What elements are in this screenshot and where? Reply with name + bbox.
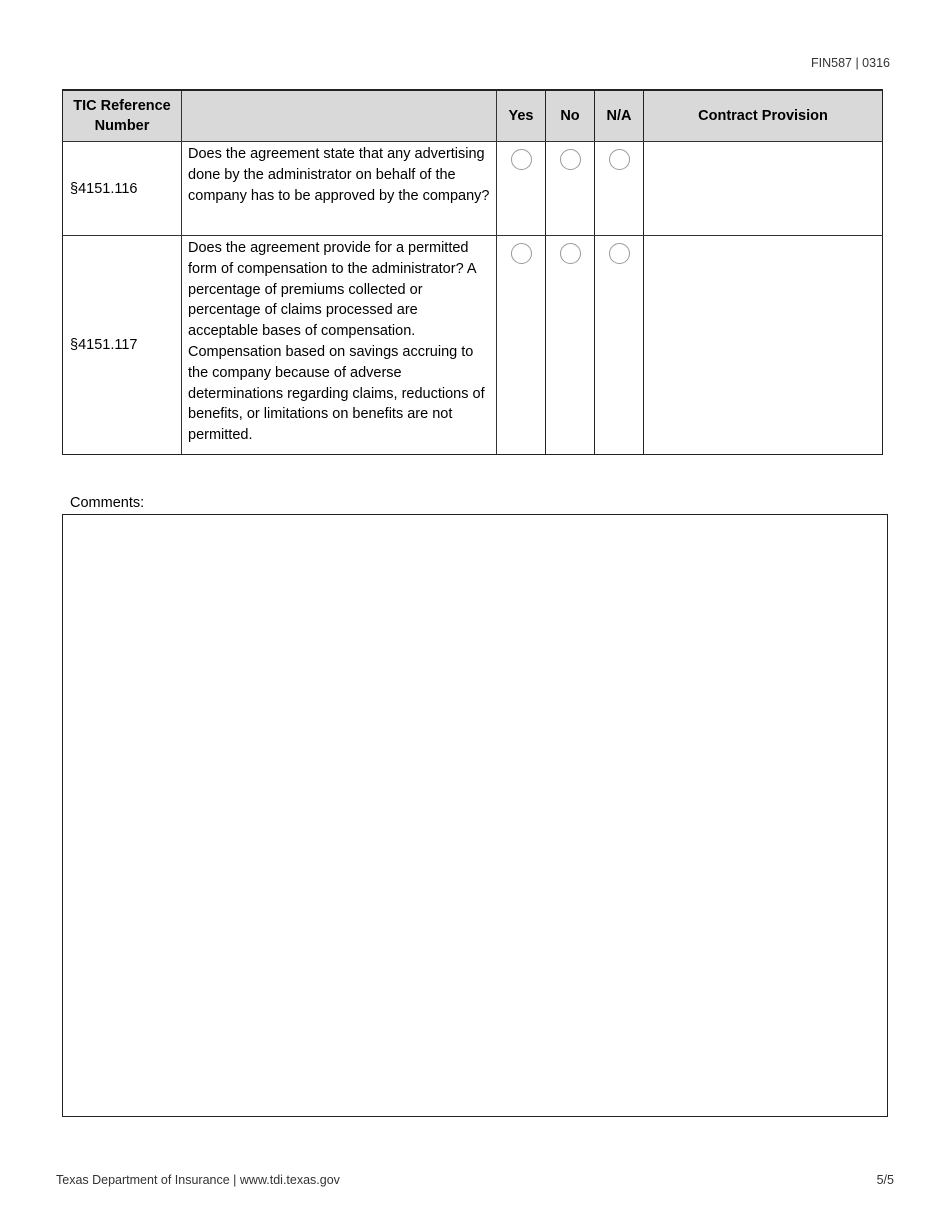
comments-label: Comments: bbox=[70, 495, 145, 511]
column-header-provision: Contract Provision bbox=[644, 90, 883, 142]
na-radio[interactable] bbox=[609, 149, 630, 170]
yes-cell bbox=[497, 236, 546, 455]
contract-provision-field[interactable] bbox=[644, 236, 883, 455]
reference-cell: §4151.116 bbox=[63, 142, 182, 236]
page-number: 5/5 bbox=[876, 1173, 894, 1187]
form-code: FIN587 | 0316 bbox=[811, 56, 890, 70]
na-cell bbox=[595, 236, 644, 455]
na-cell bbox=[595, 142, 644, 236]
no-cell bbox=[546, 236, 595, 455]
column-header-no: No bbox=[546, 90, 595, 142]
table-row bbox=[63, 142, 883, 236]
checklist-table bbox=[62, 89, 883, 455]
comments-field[interactable] bbox=[62, 514, 888, 1117]
na-radio[interactable] bbox=[609, 243, 630, 264]
yes-radio[interactable] bbox=[511, 149, 532, 170]
column-header-yes: Yes bbox=[497, 90, 546, 142]
contract-provision-field[interactable] bbox=[644, 142, 883, 236]
question-cell: Does the agreement state that any advertising done by the administrator on behalf of the company has to be approved by the company? bbox=[182, 142, 497, 236]
table-row bbox=[63, 236, 883, 455]
column-header-question bbox=[182, 90, 497, 142]
no-cell bbox=[546, 142, 595, 236]
question-cell: Does the agreement provide for a permitted form of compensation to the administrator? A percentage of premiums collected or percentage of claims processed are acceptable bases of compensation. Compensation based on savings accruing to the company because of adverse determinations regarding claims, reductions of benefits, or limitations on benefits are not permitted. bbox=[182, 236, 497, 455]
yes-radio[interactable] bbox=[511, 243, 532, 264]
footer-agency: Texas Department of Insurance | www.tdi.texas.gov bbox=[56, 1173, 340, 1187]
column-header-na: N/A bbox=[595, 90, 644, 142]
no-radio[interactable] bbox=[560, 149, 581, 170]
no-radio[interactable] bbox=[560, 243, 581, 264]
table-header-row bbox=[63, 90, 883, 142]
yes-cell bbox=[497, 142, 546, 236]
reference-cell: §4151.117 bbox=[63, 236, 182, 455]
column-header-reference: TIC Reference Number bbox=[63, 90, 182, 142]
